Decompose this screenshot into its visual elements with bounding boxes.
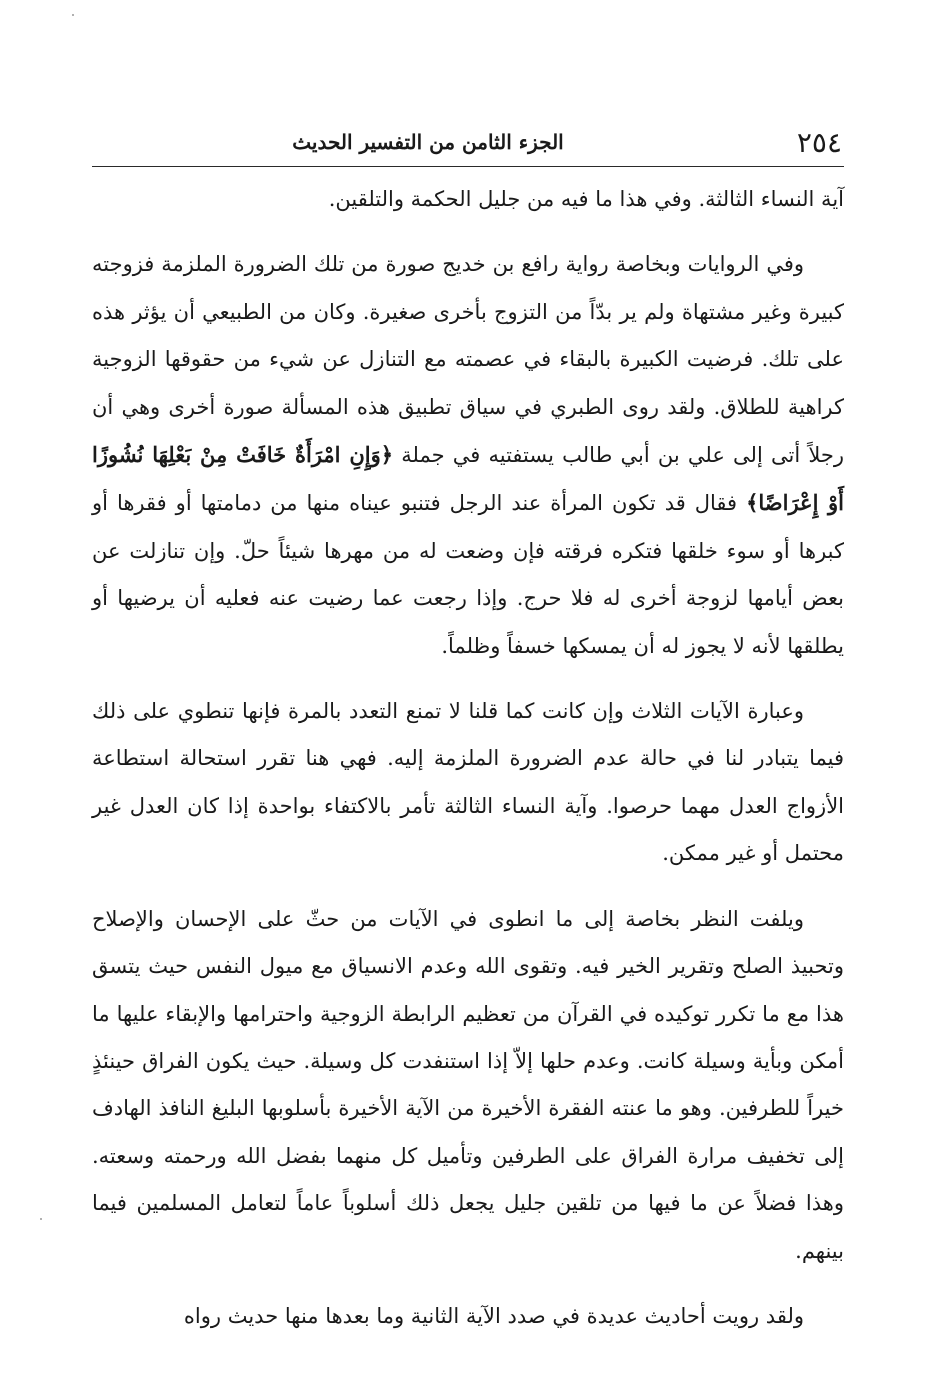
body-text <box>92 176 844 1340</box>
header-rule <box>92 166 844 167</box>
scan-speck <box>40 1218 42 1220</box>
quran-verse: ﴿وَإِنِ امْرَأَةٌ خَافَتْ مِنْ بَعْلِهَا نُشُوزًا أَوْ إِعْرَاضًا﴾ <box>92 442 844 516</box>
paragraph-reconciliation: ويلفت النظر بخاصة إلى ما انطوى في الآيات من حثّ على الإحسان والإصلاح وتحبيذ الصلح وتقرير الخير فيه. وتقوى الله وعدم الانسياق مع ميول النفس حيث يتسق هذا مع ما تكرر توكيده في القرآن من تعظيم الرابطة الزوجية واحترامها والإبقاء عليها ما أمكن وبأية وسيلة كانت. وعدم حلها إلاّ إذا استنفدت كل وسيلة. حيث يكون الفراق حينئذٍ خيراً للطرفين. وهو ما عنته الفقرة الأخيرة من الآية الأخيرة بأسلوبها البليغ النافذ الهادف إلى تخفيف مرارة الفراق على الطرفين وتأميل كل منهما بفضل الله ورحمته وسعته. وهذا فضلاً عن ما فيها من تلقين جليل يجعل ذلك أسلوباً عاماً لتعامل المسلمين فيما بينهم. <box>92 906 844 1263</box>
paragraph-text: وفي الروايات وبخاصة رواية رافع بن خديج صورة من تلك الضرورة الملزمة فزوجته كبيرة وغير مشتهاة ولم ير بدّاً من التزوج بأخرى صغيرة. وكان من الطبيعي أن يؤثر هذه على تلك. فرضيت الكبيرة بالبقاء في عصمته مع التنازل عن شيء من حقوقها الزوجية كراهية للطلاق. ولقد روى الطبري في سياق تطبيق هذه المسألة صورة أخرى وهي أن رجلاً أتى إلى علي بن أبي طالب يستفتيه في جملة <box>92 252 844 468</box>
paragraph-text: فقال قد تكون المرأة عند الرجل فتنبو عيناه منها من دمامتها أو فقرها أو كبرها أو سوء خلقها فتكره فرقته فإن وضعت له من مهرها شيئاً حلّ. وإن تنازلت عن بعض أيامها لزوجة أخرى له فلا حرج. وإذا رجعت عما رضيت عنه فعليه أن يرضيها أو يطلقها لأنه لا يجوز له أن يمسكها خسفاً وظلماً. <box>92 491 844 658</box>
scan-speck <box>72 14 74 16</box>
paragraph-narrations <box>92 241 844 670</box>
running-title: الجزء الثامن من التفسير الحديث <box>292 130 564 154</box>
page-header <box>92 118 844 164</box>
paragraph-hadith: ولقد رويت أحاديث عديدة في صدد الآية الثانية وما بعدها منها حديث رواه <box>183 1303 804 1328</box>
paragraph-three-verses: وعبارة الآيات الثلاث وإن كانت كما قلنا لا تمنع التعدد بالمرة فإنها تنطوي على ذلك فيما يتبادر لنا في حالة عدم الضرورة الملزمة إليه. فهي هنا تقرر استحالة استطاعة الأزواج العدل مهما حرصوا. وآية النساء الثالثة تأمر بالاكتفاء بواحدة إذا كان العدل غير محتمل أو غير ممكن. <box>92 699 844 866</box>
page-number: ٢٥٤ <box>796 126 842 159</box>
paragraph-continuation: آية النساء الثالثة. وفي هذا ما فيه من جليل الحكمة والتلقين. <box>328 187 844 211</box>
